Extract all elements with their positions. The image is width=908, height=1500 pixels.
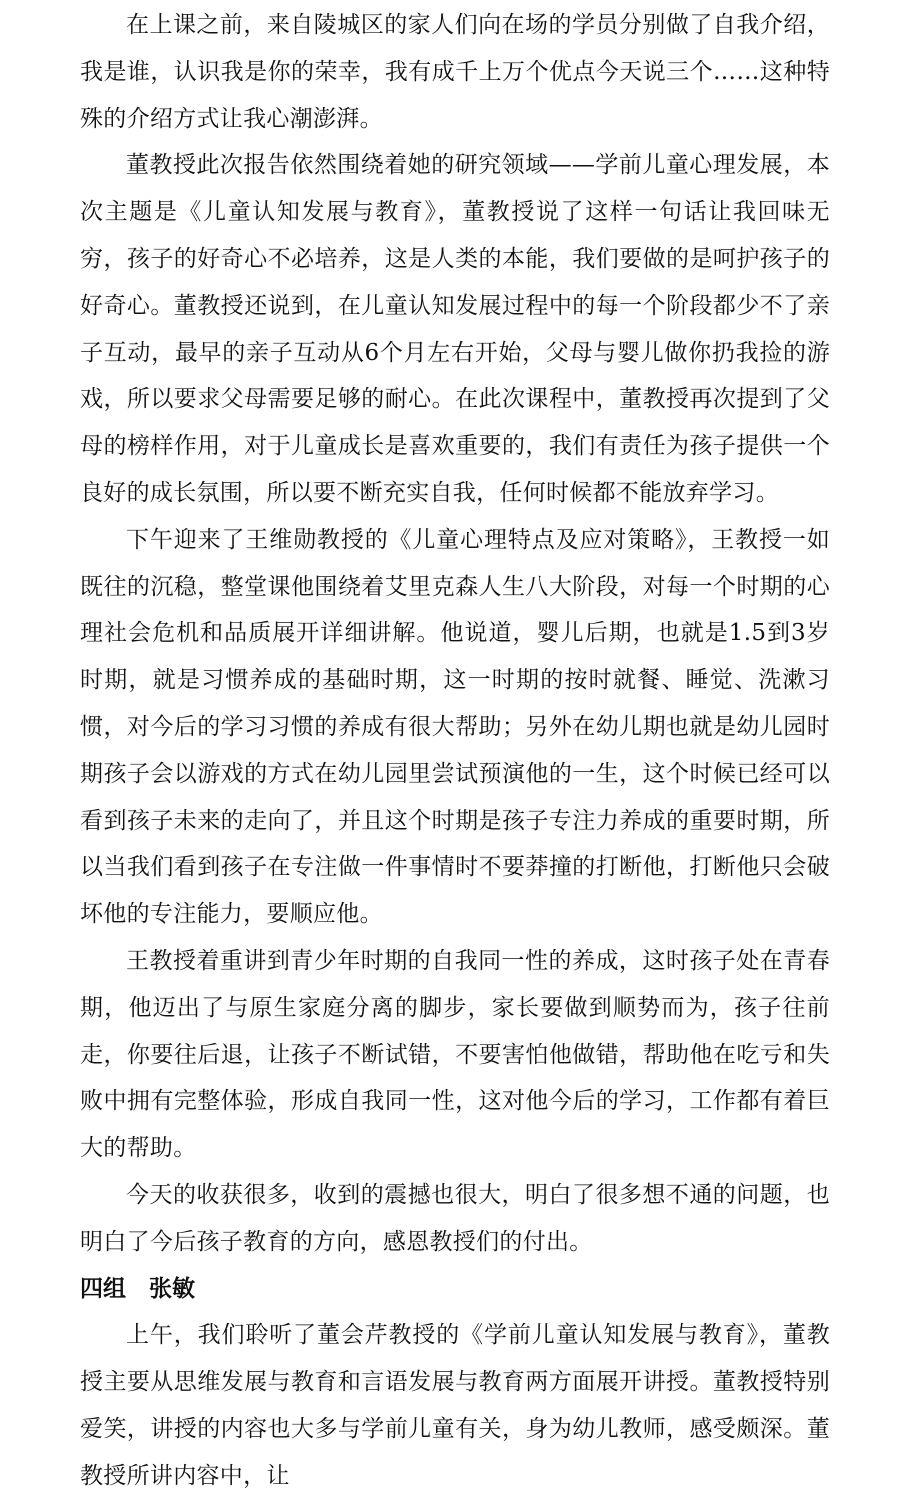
paragraph-summary: 今天的收获很多，收到的震撼也很大，明白了很多想不通的问题，也明白了今后孩子教育的方向，感恩教授们的付出。: [80, 1181, 830, 1255]
paragraph-self-introduction: 在上课之前，来自陵城区的家人们向在场的学员分别做了自我介绍，我是谁，认识我是你的荣幸，我有成千上万个优点今天说三个……这种特殊的介绍方式让我心潮澎湃。: [80, 12, 830, 132]
paragraph-morning-lecture: 上午，我们聆听了董会芹教授的《学前儿童认知发展与教育》，董教授主要从思维发展与教育和言语发展与教育两方面展开讲授。董教授特别爱笑，讲授的内容也大多与学前儿童有关，身为幼儿教师，感受颇深。董教授所讲内容中，让: [80, 1322, 830, 1489]
paragraph-adolescence: 王教授着重讲到青少年时期的自我同一性的养成，这时孩子处在青春期，他迈出了与原生家庭分离的脚步，家长要做到顺势而为，孩子往前走，你要往后退，让孩子不断试错，不要害怕他做错，帮助他在吃亏和失败中拥有完整体验，形成自我同一性，这对他今后的学习，工作都有着巨大的帮助。: [80, 947, 830, 1162]
paragraph-dong-lecture: 董教授此次报告依然围绕着她的研究领域——学前儿童心理发展，本次主题是《儿童认知发展与教育》，董教授说了这样一句话让我回味无穷，孩子的好奇心不必培养，这是人类的本能，我们要做的是呵护孩子的好奇心。董教授还说到，在儿童认知发展过程中的每一个阶段都少不了亲子互动，最早的亲子互动从6个月左右开始，父母与婴儿做你扔我捡的游戏，所以要求父母需要足够的耐心。在此次课程中，董教授再次提到了父母的榜样作用，对于儿童成长是喜欢重要的，我们有责任为孩子提供一个良好的成长氛围，所以要不断充实自我，任何时候都不能放弃学习。: [80, 152, 830, 506]
paragraph-wang-lecture: 下午迎来了王维勋教授的《儿童心理特点及应对策略》，王教授一如既往的沉稳，整堂课他围绕着艾里克森人生八大阶段，对每一个时期的心理社会危机和品质展开详细讲解。他说道，婴儿后期，也就是1.5到3岁时期，就是习惯养成的基础时期，这一时期的按时就餐、睡觉、洗漱习惯，对今后的学习习惯的养成有很大帮助；另外在幼儿期也就是幼儿园时期孩子会以游戏的方式在幼儿园里尝试预演他的一生，这个时候已经可以看到孩子未来的走向了，并且这个时期是孩子专注力养成的重要时期，所以当我们看到孩子在专注做一件事情时不要莽撞的打断他，打断他只会破坏他的专注能力，要顺应他。: [80, 526, 830, 928]
section-heading: 四组 张敏: [80, 1274, 195, 1302]
